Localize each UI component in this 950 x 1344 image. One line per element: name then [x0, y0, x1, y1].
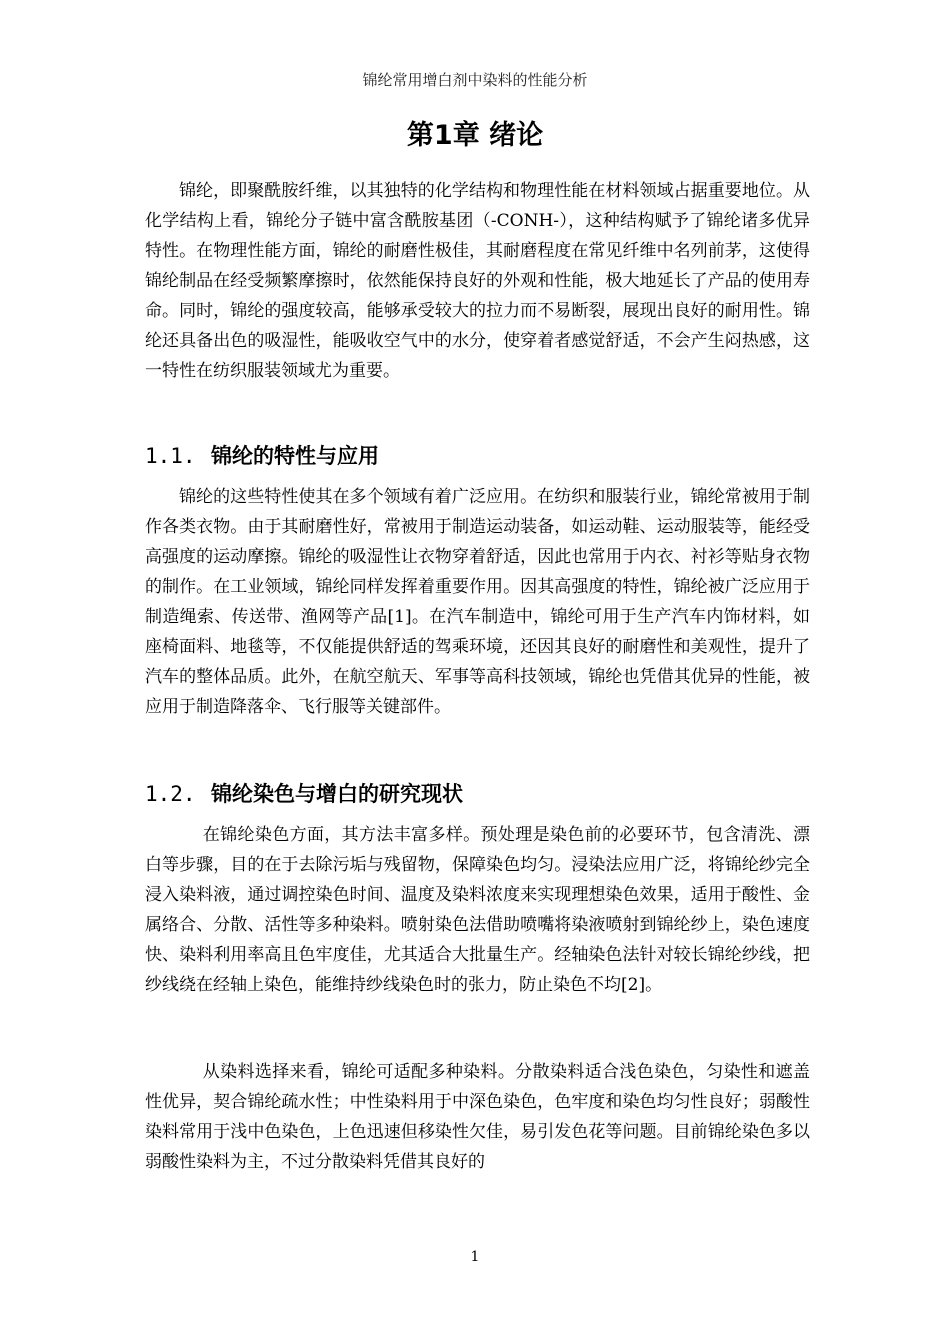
section-number: 1.2.: [145, 782, 196, 806]
running-header: 锦纶常用增白剂中染料的性能分析: [362, 71, 588, 89]
section-1-2-paragraph-1: 在锦纶染色方面，其方法丰富多样。预处理是染色前的必要环节，包含清洗、漂白等步骤，目的在于去除污垢与残留物，保障染色均匀。浸染法应用广泛，将锦纶纱完全浸入染料液，通过调控染色时间、温度及染料浓度来实现理想染色效果，适用于酸性、金属络合、分散、活性等多种染料。喷射染色法借助喷嘴将染液喷射到锦纶纱上，染色速度快、染料利用率高且色牢度佳，尤其适合大批量生产。经轴染色法针对较长锦纶纱线，把纱线绕在经轴上染色，能维持纱线染色时的张力，防止染色不均[2]。: [145, 825, 810, 995]
section-title: 锦纶的特性与应用: [211, 444, 379, 468]
section-title: 锦纶染色与增白的研究现状: [211, 782, 463, 806]
section-heading-1-1: [145, 441, 810, 471]
section-number: 1.1.: [145, 444, 196, 468]
section-1-2-paragraph-2: 从染料选择来看，锦纶可适配多种染料。分散染料适合浅色染色，匀染性和遮盖性优异，契合锦纶疏水性；中性染料用于中深色染色，色牢度和染色均匀性良好；弱酸性染料常用于浅中色染色，上色迅速但移染性欠佳，易引发色花等问题。目前锦纶染色多以弱酸性染料为主，不过分散染料凭借其良好的: [145, 1062, 810, 1172]
chapter-title: 第1章 绪论: [406, 120, 544, 151]
section-heading-1-2: [145, 779, 810, 809]
intro-paragraph: 锦纶，即聚酰胺纤维，以其独特的化学结构和物理性能在材料领域占据重要地位。从化学结构上看，锦纶分子链中富含酰胺基团（-CONH-），这种结构赋予了锦纶诸多优异特性。在物理性能方面，锦纶的耐磨性极佳，其耐磨程度在常见纤维中名列前茅，这使得锦纶制品在经受频繁摩擦时，依然能保持良好的外观和性能，极大地延长了产品的使用寿命。同时，锦纶的强度较高，能够承受较大的拉力而不易断裂，展现出良好的耐用性。锦纶还具备出色的吸湿性，能吸收空气中的水分，使穿着者感觉舒适，不会产生闷热感，这一特性在纺织服装领域尤为重要。: [145, 181, 810, 381]
section-1-1-paragraph: 锦纶的这些特性使其在多个领域有着广泛应用。在纺织和服装行业，锦纶常被用于制作各类衣物。由于其耐磨性好，常被用于制造运动装备，如运动鞋、运动服装等，能经受高强度的运动摩擦。锦纶的吸湿性让衣物穿着舒适，因此也常用于内衣、衬衫等贴身衣物的制作。在工业领域，锦纶同样发挥着重要作用。因其高强度的特性，锦纶被广泛应用于制造绳索、传送带、渔网等产品[1]。在汽车制造中，锦纶可用于生产汽车内饰材料，如座椅面料、地毯等，不仅能提供舒适的驾乘环境，还因其良好的耐磨性和美观性，提升了汽车的整体品质。此外，在航空航天、军事等高科技领域，锦纶也凭借其优异的性能，被应用于制造降落伞、飞行服等关键部件。: [145, 487, 810, 717]
page-number: 1: [470, 1249, 480, 1265]
